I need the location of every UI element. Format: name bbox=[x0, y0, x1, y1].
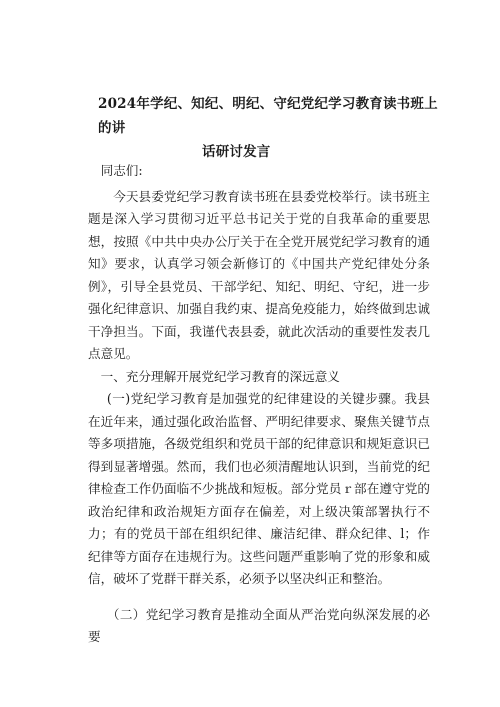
document-body bbox=[88, 160, 430, 649]
document-title bbox=[98, 92, 438, 164]
section-1-item-1: (一)党纪学习教育是加强党的纪律建设的关键步骤。我县在近年来，通过强化政治监督、严明纪律要求、聚焦关键节点等多项措施，各级党组织和党员干部的纪律意识和规矩意识已得到显著增强。然而，我们也必须清醒地认识到，当前党的纪律检查工作仍面临不少挑战和短板。部分党员ｒ部在遵守党的政治纪律和政治规矩方面存在偏差，对上级决策部署执行不力；有的党员干部在组织纪律、廉洁纪律、群众纪律、l；作纪律等方面存在违规行为。这些问题严重影响了党的形象和威信，破坏了党群干群关系，必须予以坚决纠正和整治。 bbox=[88, 391, 430, 586]
title-line-2: 话研讨发言 bbox=[202, 144, 271, 160]
section-1-item-2: （二）党纪学习教育是推动全面从严治党向纵深发展的必要 bbox=[88, 606, 430, 644]
title-line-1: 2024年学纪、知纪、明纪、守纪党纪学习教育读书班上的讲 bbox=[98, 96, 438, 136]
greeting: 同志们: bbox=[100, 163, 143, 178]
section-1-heading: 一、充分理解开展党纪学习教育的深远意义 bbox=[100, 368, 340, 384]
intro-paragraph: 今天县委党纪学习教育读书班在县委党校举行。读书班主题是深入学习贯彻习近平总书记关于党的自我革命的重要思想，按照《中共中央办公厅关于在全党开展党纪学习教育的通知》要求，认真学习领会新修订的《中国共产党纪律处分条例》，引导全县党员、干部学纪、知纪、明纪、守纪，进一步强化纪律意识、加强自我约束、提高免疫能力，始终做到忠诚干净担当。下面，我谨代表县委，就此次活动的重要性发表几点意见。 bbox=[88, 188, 430, 361]
